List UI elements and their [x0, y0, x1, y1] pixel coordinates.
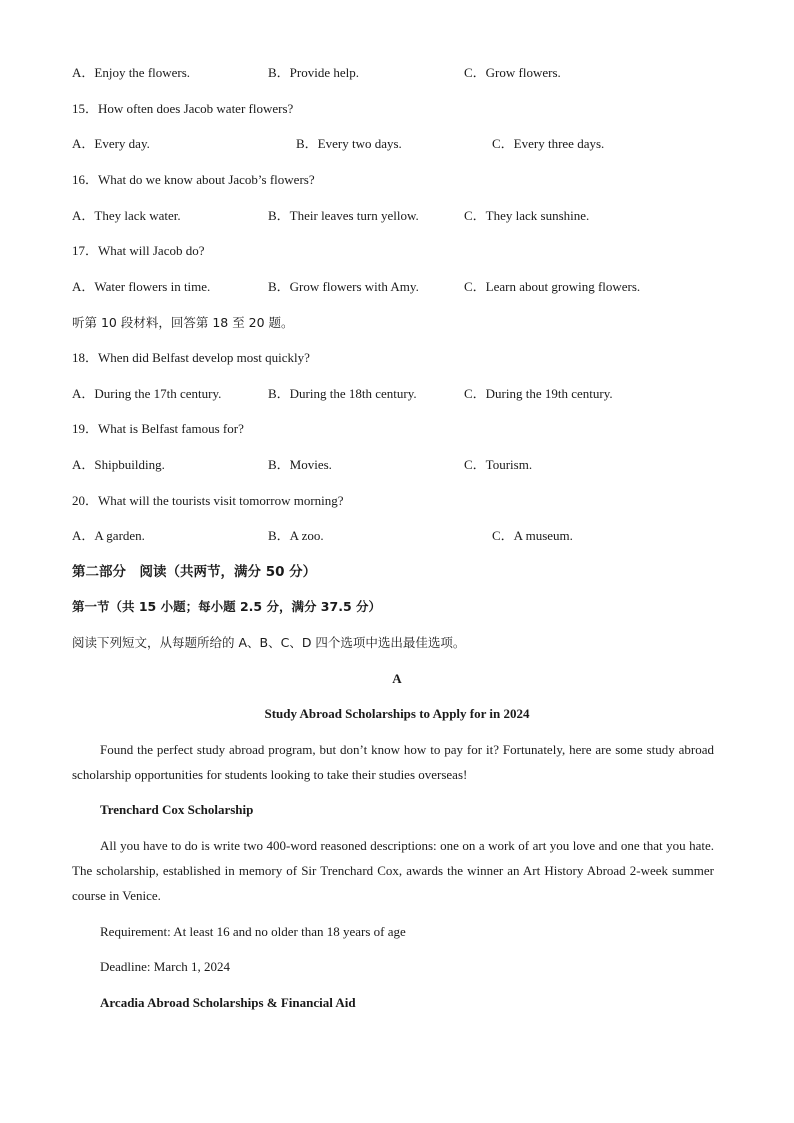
q14-option-a: A．Enjoy the flowers.	[72, 65, 191, 80]
q20-option-c: C．A museum.	[492, 528, 573, 543]
scholarship-1-title: Trenchard Cox Scholarship	[100, 802, 254, 817]
part2-heading: 第二部分 阅读（共两节，满分 50 分）	[72, 564, 317, 580]
q18-option-b: B．During the 18th century.	[268, 386, 417, 401]
q20-option-a: A．A garden.	[72, 528, 145, 543]
q20-question: 20．What will the tourists visit tomorrow morning?	[72, 493, 344, 508]
q15-option-c: C．Every three days.	[492, 136, 605, 151]
q18-option-a: A．During the 17th century.	[72, 386, 222, 401]
passage-title: Study Abroad Scholarships to Apply for in 2024	[264, 706, 530, 721]
q18-option-c: C．During the 19th century.	[464, 386, 613, 401]
q16-option-b: B．Their leaves turn yellow.	[268, 208, 419, 223]
q15-question: 15．How often does Jacob water flowers?	[72, 101, 294, 116]
q17-question: 17．What will Jacob do?	[72, 243, 205, 258]
passage-letter: A	[392, 671, 402, 686]
q19-option-c: C．Tourism.	[464, 457, 533, 472]
q19-option-b: B．Movies.	[268, 457, 332, 472]
q15-option-b: B．Every two days.	[296, 136, 402, 151]
q16-question: 16．What do we know about Jacob’s flowers?	[72, 172, 315, 187]
q17-option-c: C．Learn about growing flowers.	[464, 279, 641, 294]
scholarship-1-deadline: Deadline: March 1, 2024	[100, 959, 230, 974]
q20-option-b: B．A zoo.	[268, 528, 324, 543]
reading-instruction: 阅读下列短文，从每题所给的 A、B、C、D 四个选项中选出最佳选项。	[72, 635, 466, 650]
q19-option-a: A．Shipbuilding.	[72, 457, 165, 472]
scholarship-2-title: Arcadia Abroad Scholarships & Financial Aid	[100, 995, 356, 1010]
scholarship-1-body: All you have to do is write two 400-word reasoned descriptions: one on a work of art you love and one that you hate. The scholarship, established in memory of Sir Trenchard Cox, awards the winner an Art History Abroad 2-week summer course in Venice.	[72, 838, 714, 903]
q18-question: 18．When did Belfast develop most quickly?	[72, 350, 310, 365]
q17-option-b: B．Grow flowers with Amy.	[268, 279, 419, 294]
q16-option-a: A．They lack water.	[72, 208, 181, 223]
q15-option-a: A．Every day.	[72, 136, 150, 151]
q19-question: 19．What is Belfast famous for?	[72, 421, 244, 436]
scholarship-1-requirement: Requirement: At least 16 and no older than 18 years of age	[100, 924, 406, 939]
section10-instruction: 听第 10 段材料，回答第 18 至 20 题。	[72, 315, 294, 330]
section1-heading: 第一节（共 15 小题；每小题 2.5 分，满分 37.5 分）	[72, 599, 381, 614]
q14-option-c: C．Grow flowers.	[464, 65, 561, 80]
q16-option-c: C．They lack sunshine.	[464, 208, 590, 223]
passage-intro: Found the perfect study abroad program, but don’t know how to pay for it? Fortunately, here are some study abroad scholarship opportunities for students looking to take their studies overseas!	[72, 742, 714, 782]
q17-option-a: A．Water flowers in time.	[72, 279, 211, 294]
q14-option-b: B．Provide help.	[268, 65, 359, 80]
